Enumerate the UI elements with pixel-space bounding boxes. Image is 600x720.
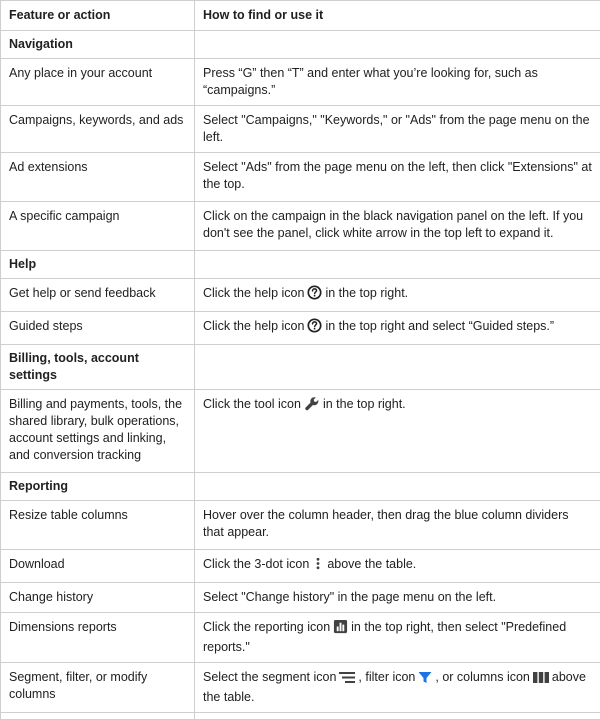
help-icon bbox=[307, 285, 322, 305]
table-row bbox=[1, 202, 600, 251]
three-dot-icon bbox=[312, 556, 324, 576]
feature-cell: A specific campaign bbox=[1, 202, 195, 251]
table-header bbox=[1, 1, 600, 31]
section-title: Navigation bbox=[1, 31, 195, 59]
table-row bbox=[1, 550, 600, 583]
header-how: How to find or use it bbox=[195, 1, 600, 31]
section-title: Help bbox=[1, 251, 195, 279]
section-title: Billing, tools, account settings bbox=[1, 345, 195, 390]
table-row bbox=[1, 106, 600, 153]
section-title: Reporting bbox=[1, 473, 195, 501]
header-feature: Feature or action bbox=[1, 1, 195, 31]
how-cell: Select "Change history" in the page menu on the left. bbox=[195, 583, 600, 613]
feature-cell: Ad extensions bbox=[1, 153, 195, 202]
table-row bbox=[1, 390, 600, 473]
how-cell: Click the help icon in the top right. bbox=[195, 279, 600, 312]
how-cell: Hover over the column header, then drag the blue column dividers that appear. bbox=[195, 501, 600, 550]
feature-cell: Campaigns, keywords, and ads bbox=[1, 106, 195, 153]
table-row bbox=[1, 59, 600, 106]
feature-cell: Change history bbox=[1, 583, 195, 613]
how-cell: Select the segment icon , filter icon , or columns icon above the table. bbox=[195, 663, 600, 713]
section-navigation bbox=[1, 31, 600, 59]
how-cell: Select "Campaigns," "Keywords," or "Ads" from the page menu on the left. bbox=[195, 106, 600, 153]
how-cell: Select "Ads" from the page menu on the left, then click "Extensions" at the top. bbox=[195, 153, 600, 202]
feature-cell: Get help or send feedback bbox=[1, 279, 195, 312]
section-help bbox=[1, 251, 600, 279]
table-row bbox=[1, 613, 600, 663]
table-row bbox=[1, 663, 600, 713]
filter-icon bbox=[418, 671, 432, 689]
how-cell: Click the tool icon in the top right. bbox=[195, 390, 600, 473]
wrench-icon bbox=[304, 396, 320, 416]
feature-cell: Segment, filter, or modify columns bbox=[1, 663, 195, 713]
table-row bbox=[1, 153, 600, 202]
how-cell: Click the help icon in the top right and select “Guided steps.” bbox=[195, 312, 600, 345]
reporting-icon bbox=[333, 619, 348, 639]
section-billing bbox=[1, 345, 600, 390]
table-row bbox=[1, 312, 600, 345]
table-row bbox=[1, 501, 600, 550]
feature-cell: Any place in your account bbox=[1, 59, 195, 106]
feature-cell: Dimensions reports bbox=[1, 613, 195, 663]
how-cell: Click the reporting icon in the top right, then select "Predefined reports." bbox=[195, 613, 600, 663]
table-row bbox=[1, 713, 600, 720]
table-row bbox=[1, 279, 600, 312]
feature-cell: Download bbox=[1, 550, 195, 583]
how-cell: Click on the campaign in the black navigation panel on the left. If you don't see the panel, click white arrow in the top left to expand it. bbox=[195, 202, 600, 251]
feature-cell: Billing and payments, tools, the shared library, bulk operations, account settings and linking, and conversion tracking bbox=[1, 390, 195, 473]
feature-cell: Resize table columns bbox=[1, 501, 195, 550]
columns-icon bbox=[533, 671, 549, 689]
how-cell: Click the 3-dot icon above the table. bbox=[195, 550, 600, 583]
how-cell: Press “G” then “T” and enter what you’re looking for, such as “campaigns.” bbox=[195, 59, 600, 106]
help-icon bbox=[307, 318, 322, 338]
segment-icon bbox=[339, 671, 355, 689]
feature-cell: Guided steps bbox=[1, 312, 195, 345]
table-row bbox=[1, 583, 600, 613]
section-reporting bbox=[1, 473, 600, 501]
